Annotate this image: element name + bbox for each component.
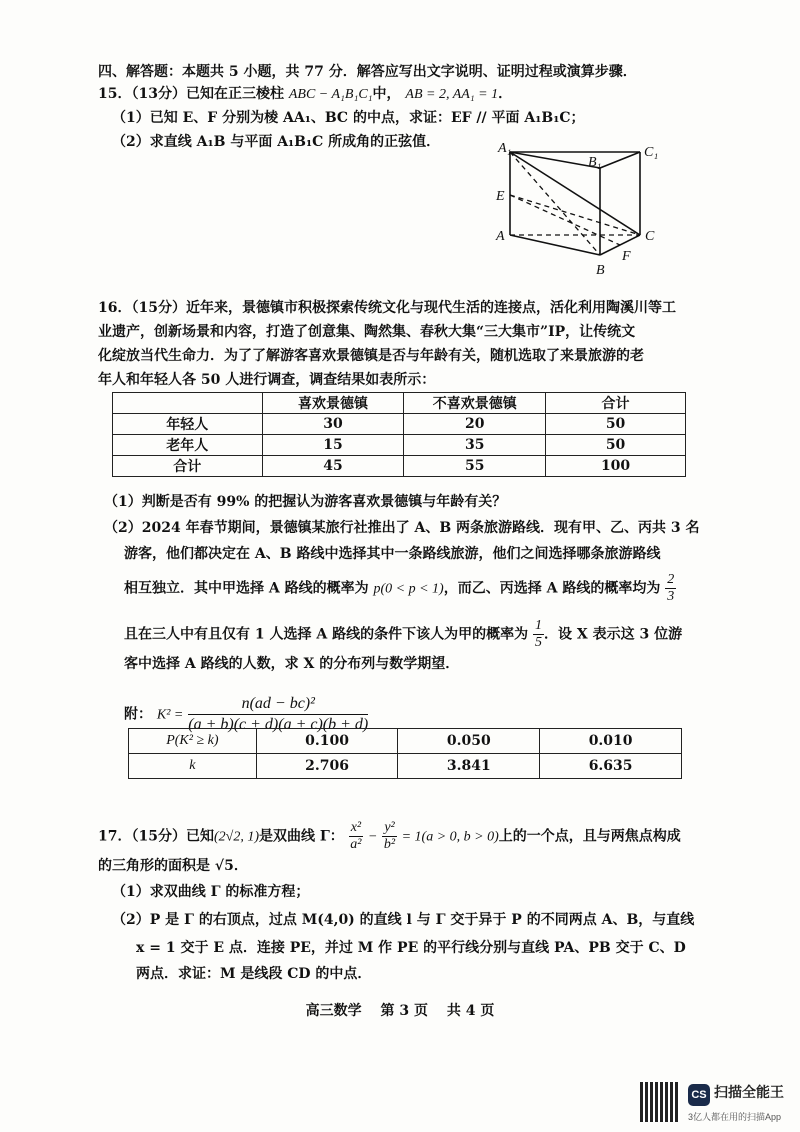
table-cell: 2.706 bbox=[256, 754, 398, 779]
label-C1: C₁ bbox=[644, 145, 659, 160]
q16-part2-line5: 客中选择 A 路线的人数，求 X 的分布列与数学期望． bbox=[124, 656, 460, 672]
critical-value-table bbox=[128, 728, 682, 779]
q15-intro-b: 中， bbox=[372, 86, 401, 102]
hyperbola-rest: = 1(a > 0, b > 0) bbox=[401, 829, 499, 845]
chi-square-formula: $\frac{\text{n(ad − bc)²}}{(a + b)(c + d)(a + c)(b + d)}$ bbox=[188, 695, 369, 733]
q15-intro-c: ． bbox=[498, 86, 513, 102]
watermark-subtitle: 3亿人都在用的扫描App bbox=[688, 1112, 782, 1122]
q15-stem bbox=[98, 84, 512, 105]
table-cell: 30 bbox=[262, 414, 404, 435]
fraction-x2-a2: $\frac{\text{x²}}{\text{a²}}$ bbox=[350, 820, 362, 852]
q15-part2: （2）求直线 A₁B 与平面 A₁B₁C 所成角的正弦值． bbox=[112, 134, 441, 150]
table-cell: 6.635 bbox=[540, 754, 682, 779]
fraction-one-fifth: $\frac{1}{5}$ bbox=[534, 618, 542, 650]
table-cell: 年轻人 bbox=[113, 414, 263, 435]
q16-part2-line1: （2）2024 年春节期间，景德镇某旅行社推出了 A、B 两条旅游路线．现有甲、乙、丙共 3 名 bbox=[104, 520, 700, 536]
q17-part2-line2: x = 1 交于 E 点．连接 PE，并过 M 作 PE 的平行线分别与直线 PA、PB 交于 C、D bbox=[136, 940, 686, 956]
q17-intro: 17．（15分）已知 bbox=[98, 828, 214, 845]
q17-intro-b: 是双曲线 Γ： bbox=[258, 828, 344, 845]
q15-prism: ABC − A₁B₁C₁ bbox=[288, 87, 373, 102]
table-cell: 50 bbox=[546, 414, 686, 435]
table-row bbox=[129, 754, 682, 779]
label-E: E bbox=[496, 189, 505, 204]
q17-line2: 的三角形的面积是 √5． bbox=[98, 858, 248, 874]
q16-p2-l4b: ．设 X 表示这 3 位游 bbox=[543, 626, 683, 643]
table-cell: 20 bbox=[404, 414, 546, 435]
q16-part2-line2: 游客，他们都决定在 A、B 路线中选择其中一条路线旅游，他们之间选择哪条旅游路线 bbox=[124, 546, 661, 562]
table-cell: 0.010 bbox=[540, 729, 682, 754]
table-cell: 0.100 bbox=[256, 729, 398, 754]
q16-p2-l3a: 相互独立．其中甲选择 A 路线的概率为 bbox=[124, 580, 369, 597]
table-cell: 55 bbox=[404, 456, 546, 477]
label-A: A bbox=[496, 229, 505, 244]
table-row bbox=[113, 456, 686, 477]
table-cell: 100 bbox=[546, 456, 686, 477]
table-cell: 合计 bbox=[113, 456, 263, 477]
q17-part2-line3: 两点．求证：M 是线段 CD 的中点． bbox=[136, 966, 372, 982]
q17-stem bbox=[98, 820, 681, 853]
table-cell: 0.050 bbox=[398, 729, 540, 754]
prism-figure bbox=[490, 140, 670, 280]
q15-intro: 15．（13分）已知在正三棱柱 bbox=[98, 86, 284, 102]
table-cell: 老年人 bbox=[113, 435, 263, 456]
k-squared: K² = bbox=[156, 707, 184, 723]
table-header-row bbox=[113, 393, 686, 414]
q16-p2-l3b: ，而乙、丙选择 A 路线的概率均为 bbox=[443, 580, 661, 597]
table-header-cell: 合计 bbox=[546, 393, 686, 414]
q16-p2-l4a: 且在三人中有且仅有 1 人选择 A 路线的条件下该人为甲的概率为 bbox=[124, 626, 529, 643]
table-header-cell: 不喜欢景德镇 bbox=[404, 393, 546, 414]
q17-intro-c: 上的一个点，且与两焦点构成 bbox=[498, 828, 681, 845]
q16-line2: 业遗产，创新场景和内容，打造了创意集、陶然集、春秋大集“三大集市”IP，让传统文 bbox=[98, 324, 636, 340]
q17-part1: （1）求双曲线 Γ 的标准方程； bbox=[112, 884, 310, 900]
q16-p-range: p(0 < p < 1) bbox=[373, 581, 444, 597]
label-B: B bbox=[596, 263, 605, 278]
table-cell: 50 bbox=[546, 435, 686, 456]
q16-line3: 化绽放当代生命力．为了了解游客喜欢景德镇是否与年龄有关，随机选取了来景旅游的老 bbox=[98, 348, 644, 364]
table-cell: P(K² ≥ k) bbox=[129, 729, 257, 754]
section-heading: 四、解答题：本题共 5 小题，共 77 分．解答应写出文字说明、证明过程或演算步骤． bbox=[98, 64, 637, 80]
label-B1: B₁ bbox=[588, 155, 602, 170]
table-cell: 3.841 bbox=[398, 754, 540, 779]
table-row bbox=[113, 414, 686, 435]
table-cell: 45 bbox=[262, 456, 404, 477]
watermark-title: 扫描全能王 bbox=[714, 1084, 784, 1100]
label-C: C bbox=[645, 229, 655, 244]
table-header-cell bbox=[113, 393, 263, 414]
q16-part1: （1）判断是否有 99% 的把握认为游客喜欢景德镇与年龄有关？ bbox=[104, 494, 507, 510]
page-footer: 高三数学 第 3 页 共 4 页 bbox=[305, 1003, 495, 1019]
table-header-cell: 喜欢景德镇 bbox=[262, 393, 404, 414]
label-A1: A₁ bbox=[498, 141, 512, 156]
fraction-two-thirds: $\frac{2}{3}$ bbox=[667, 572, 675, 604]
q17-point: (2√2, 1) bbox=[213, 829, 259, 845]
q16-line4: 年人和年轻人各 50 人进行调查，调查结果如表所示： bbox=[98, 372, 436, 388]
q17-part2-line1: （2）P 是 Γ 的右顶点，过点 M(4,0) 的直线 l 与 Γ 交于异于 P 的不同两点 A、B，与直线 bbox=[112, 912, 695, 928]
q16-part2-line4 bbox=[124, 618, 682, 651]
table-cell: 15 bbox=[262, 435, 404, 456]
minus-sign: − bbox=[367, 829, 378, 845]
camscanner-logo-icon: CS bbox=[688, 1084, 710, 1106]
q16-line1: 16．（15分）近年来，景德镇市积极探索传统文化与现代生活的连接点，活化利用陶溪川等工 bbox=[98, 300, 676, 316]
table-cell: 35 bbox=[404, 435, 546, 456]
label-F: F bbox=[622, 249, 631, 264]
table-row bbox=[129, 729, 682, 754]
table-row bbox=[113, 435, 686, 456]
qr-code-icon bbox=[640, 1082, 680, 1122]
fraction-y2-b2: $\frac{\text{y²}}{\text{b²}}$ bbox=[383, 820, 396, 852]
appendix-label: 附： bbox=[124, 706, 152, 723]
q15-part1: （1）已知 E、F 分别为棱 AA₁、BC 的中点，求证：EF // 平面 A₁B₁C； bbox=[112, 110, 585, 126]
table-cell: k bbox=[129, 754, 257, 779]
q15-condition: AB = 2, AA₁ = 1 bbox=[405, 87, 499, 102]
q16-part2-line3 bbox=[124, 572, 676, 605]
survey-table bbox=[112, 392, 686, 477]
